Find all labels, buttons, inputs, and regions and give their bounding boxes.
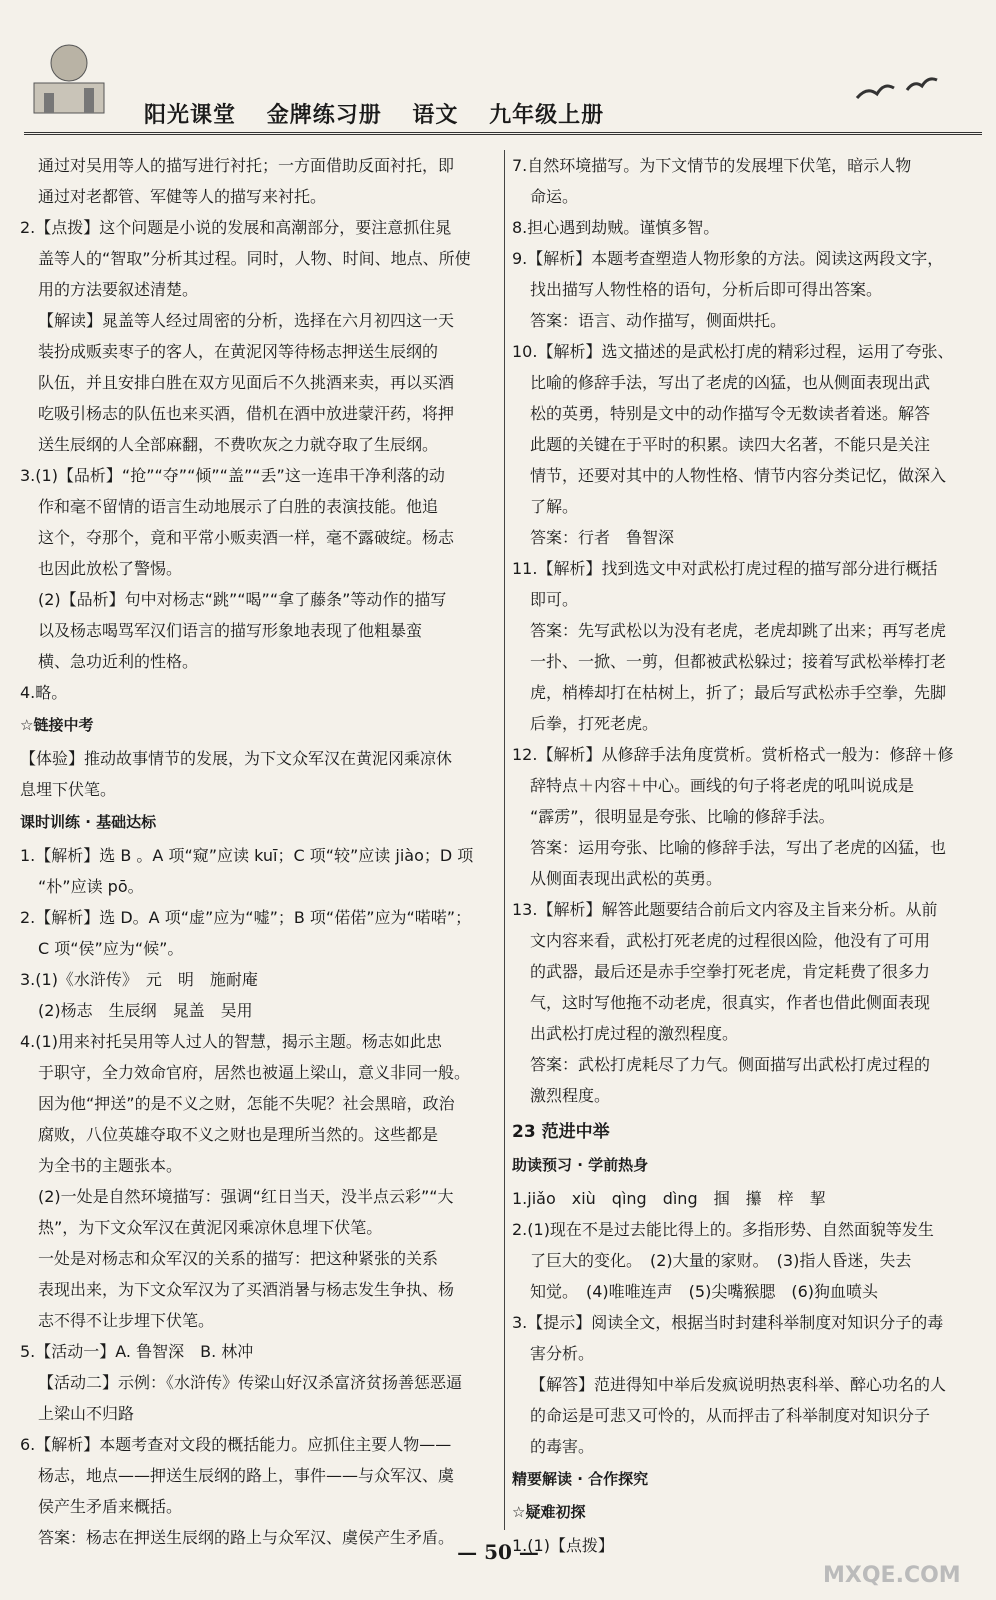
watermark-logo <box>818 1540 988 1590</box>
text-line: 此题的关键在于平时的积累。读四大名著，不能只是关注 <box>530 435 931 454</box>
text-line: 命运。 <box>530 187 579 206</box>
text-line: 因为他“押送”的是不义之财，怎能不失呢？社会黑暗，政治 <box>38 1094 455 1113</box>
text-line: 上梁山不归路 <box>38 1404 135 1423</box>
text-line: 答案：语言、动作描写，侧面烘托。 <box>530 311 787 330</box>
text-line: 3.(1)【品析】“抢”“夺”“倾”“盖”“丢”这一连串干净利落的动 <box>20 466 445 485</box>
text-line: 松的英勇，特别是文中的动作描写令无数读者着迷。解答 <box>530 404 931 423</box>
text-line: 【活动二】示例：《水浒传》传梁山好汉杀富济贫扬善惩恶逼 <box>38 1373 463 1392</box>
left-column <box>20 150 498 1553</box>
text-line: “朴”应读 pō。 <box>38 877 144 896</box>
text-line: 答案：先写武松以为没有老虎，老虎却跳了出来；再写老虎 <box>530 621 947 640</box>
page-number: — 50 — <box>457 1540 539 1564</box>
text-line: 杨志，地点——押送生辰纲的路上，事件——与众军汉、虞 <box>38 1466 455 1485</box>
text-line: 后拳，打死老虎。 <box>530 714 659 733</box>
text-line: 腐败，八位英雄夺取不义之财也是理所当然的。这些都是 <box>38 1125 439 1144</box>
text-line: 答案：运用夸张、比喻的修辞手法，写出了老虎的凶猛，也 <box>530 838 947 857</box>
text-line: 志不得不让步埋下伏笔。 <box>38 1311 215 1330</box>
text-line: 侯产生矛盾来概括。 <box>38 1497 183 1516</box>
text-line: 3.(1)《水浒传》 元 明 施耐庵 <box>20 970 258 989</box>
text-line: 一处是对杨志和众军汉的关系的描写：把这种紧张的关系 <box>38 1249 439 1268</box>
text-line: 激烈程度。 <box>530 1086 611 1105</box>
text-line: 这个，夺那个，竟和平常小贩卖酒一样，毫不露破绽。杨志 <box>38 528 455 547</box>
text-line: 作和毫不留情的语言生动地展示了白胜的表演技能。他追 <box>38 497 439 516</box>
text-line: 5.【活动一】A. 鲁智深 B. 林冲 <box>20 1342 254 1361</box>
text-line: 了巨大的变化。 (2)大量的家财。 (3)指人昏迷，失去 <box>530 1251 912 1270</box>
text-line: 答案：杨志在押送生辰纲的路上与众军汉、虞侯产生矛盾。 <box>38 1528 455 1547</box>
lesson-title: 23 范进中举 <box>512 1122 610 1142</box>
text-line: 情节，还要对其中的人物性格、情节内容分类记忆，做深入 <box>530 466 947 485</box>
text-line: C 项“侯”应为“候”。 <box>38 939 184 958</box>
section-heading: ☆链接中考 <box>20 716 94 734</box>
title-banner <box>24 88 982 135</box>
text-line: 10.【解析】选文描述的是武松打虎的精彩过程，运用了夸张、 <box>512 342 954 361</box>
text-line: 以及杨志喝骂军汉们语言的描写形象地表现了他粗暴蛮 <box>38 621 423 640</box>
text-line: 出武松打虎过程的激烈程度。 <box>530 1024 739 1043</box>
text-line: 通过对吴用等人的描写进行衬托；一方面借助反面衬托，即 <box>38 156 455 175</box>
column-divider <box>504 150 505 1530</box>
text-line: 虎，梢棒却打在枯树上，折了；最后写武松赤手空拳，先脚 <box>530 683 947 702</box>
text-line: 1.(1)【点拨】 <box>512 1536 614 1555</box>
text-line: 3.【提示】阅读全文，根据当时封建科举制度对知识分子的毒 <box>512 1313 944 1332</box>
text-line: 答案：武松打虎耗尽了力气。侧面描写出武松打虎过程的 <box>530 1055 931 1074</box>
text-line: 答案：行者 鲁智深 <box>530 528 675 547</box>
text-line: 害分析。 <box>530 1344 595 1363</box>
text-line: 4.略。 <box>20 683 68 702</box>
text-line: 13.【解析】解答此题要结合前后文内容及主旨来分析。从前 <box>512 900 938 919</box>
text-line: 辞特点＋内容＋中心。画线的句子将老虎的吼叫说成是 <box>530 776 915 795</box>
text-line: 也因此放松了警惕。 <box>38 559 183 578</box>
text-line: (2)【品析】句中对杨志“跳”“喝”“拿了藤条”等动作的描写 <box>38 590 447 609</box>
text-line: 2.【解析】选 D。A 项“虚”应为“嘘”；B 项“偌偌”应为“喏喏”； <box>20 908 472 927</box>
section-heading: 课时训练 · 基础达标 <box>20 813 157 831</box>
text-line: 2.(1)现在不是过去能比得上的。多指形势、自然面貌等发生 <box>512 1220 934 1239</box>
text-line: 装扮成贩卖枣子的客人，在黄泥冈等待杨志押送生辰纲的 <box>38 342 439 361</box>
text-line: 9.【解析】本题考查塑造人物形象的方法。阅读这两段文字， <box>512 249 944 268</box>
text-line: 【解读】晁盖等人经过周密的分析，选择在六月初四这一天 <box>38 311 455 330</box>
text-line: 【体验】推动故事情节的发展，为下文众军汉在黄泥冈乘凉休 <box>20 749 453 768</box>
text-line: 了解。 <box>530 497 579 516</box>
header-title <box>144 98 626 129</box>
text-line: 6.【解析】本题考查对文段的概括能力。应抓住主要人物—— <box>20 1435 452 1454</box>
text-line: 即可。 <box>530 590 579 609</box>
right-column <box>512 150 982 1561</box>
text-line: (2)杨志 生辰纲 晁盖 吴用 <box>38 1001 253 1020</box>
text-line: 找出描写人物性格的语句，分析后即可得出答案。 <box>530 280 883 299</box>
section-heading: ☆疑难初探 <box>512 1503 586 1521</box>
text-line: 【解答】范进得知中举后发疯说明热衷科举、醉心功名的人 <box>530 1375 947 1394</box>
text-line: 送生辰纲的人全部麻翻，不费吹灰之力就夺取了生辰纲。 <box>38 435 439 454</box>
text-line: 文内容来看，武松打死老虎的过程很凶险，他没有了可用 <box>530 931 931 950</box>
text-line: 7.自然环境描写。为下文情节的发展埋下伏笔，暗示人物 <box>512 156 912 175</box>
text-line: 息埋下伏笔。 <box>20 780 117 799</box>
text-line: 12.【解析】从修辞手法角度赏析。赏析格式一般为：修辞＋修 <box>512 745 954 764</box>
text-line: 的毒害。 <box>530 1437 595 1456</box>
grade-name: 九年级上册 <box>489 102 605 128</box>
text-line: 于职守，全力效命官府，居然也被逼上梁山，意义非同一般。 <box>38 1063 471 1082</box>
text-line: 4.(1)用来衬托吴用等人过人的智慧，揭示主题。杨志如此忠 <box>20 1032 442 1051</box>
text-line: 1.jiǎo xiù qìng dìng 掴 攥 梓 挈 <box>512 1189 826 1208</box>
text-line: 比喻的修辞手法，写出了老虎的凶猛，也从侧面表现出武 <box>530 373 931 392</box>
book-name: 金牌练习册 <box>266 102 382 128</box>
text-line: (2)一处是自然环境描写：强调“红日当天，没半点云彩”“大 <box>38 1187 454 1206</box>
watermark-text: MXQE.COM <box>823 1563 961 1588</box>
subject-name: 语文 <box>412 102 459 128</box>
text-line: 1.【解析】选 B 。A 项“窥”应读 kuī；C 项“较”应读 jiào；D 项 <box>20 846 474 865</box>
text-line: 吃吸引杨志的队伍也来买酒，借机在酒中放进蒙汗药，将押 <box>38 404 455 423</box>
text-line: 8.担心遇到劫贼。谨慎多智。 <box>512 218 720 237</box>
text-line: 队伍，并且安排白胜在双方见面后不久挑酒来卖，再以买酒 <box>38 373 455 392</box>
page-header <box>14 28 982 144</box>
section-heading: 助读预习 · 学前热身 <box>512 1156 649 1174</box>
text-line: “霹雳”，很明显是夸张、比喻的修辞手法。 <box>530 807 835 826</box>
text-line: 表现出来，为下文众军汉为了买酒消暑与杨志发生争执、杨 <box>38 1280 455 1299</box>
text-line: 的武器，最后还是赤手空拳打死老虎，肯定耗费了很多力 <box>530 962 931 981</box>
text-line: 横、急功近利的性格。 <box>38 652 199 671</box>
birds-icon <box>852 68 942 108</box>
text-line: 一扑、一掀、一剪，但都被武松躲过；接着写武松举棒打老 <box>530 652 947 671</box>
text-line: 的命运是可悲又可怜的，从而抨击了科举制度对知识分子 <box>530 1406 931 1425</box>
text-line: 通过对老都管、军健等人的描写来衬托。 <box>38 187 327 206</box>
text-line: 2.【点拨】这个问题是小说的发展和高潮部分，要注意抓住晁 <box>20 218 452 237</box>
text-line: 用的方法要叙述清楚。 <box>38 280 199 299</box>
section-heading: 精要解读 · 合作探究 <box>512 1470 649 1488</box>
series-name: 阳光课堂 <box>144 102 237 128</box>
text-line: 知觉。 (4)唯唯连声 (5)尖嘴猴腮 (6)狗血喷头 <box>530 1282 878 1301</box>
text-line: 盖等人的“智取”分析其过程。同时，人物、时间、地点、所使 <box>38 249 471 268</box>
text-line: 为全书的主题张本。 <box>38 1156 183 1175</box>
text-line: 气，这时写他拖不动老虎，很真实，作者也借此侧面表现 <box>530 993 931 1012</box>
text-line: 热”，为下文众军汉在黄泥冈乘凉休息埋下伏笔。 <box>38 1218 383 1237</box>
text-line: 从侧面表现出武松的英勇。 <box>530 869 723 888</box>
text-line: 11.【解析】找到选文中对武松打虎过程的描写部分进行概括 <box>512 559 938 578</box>
